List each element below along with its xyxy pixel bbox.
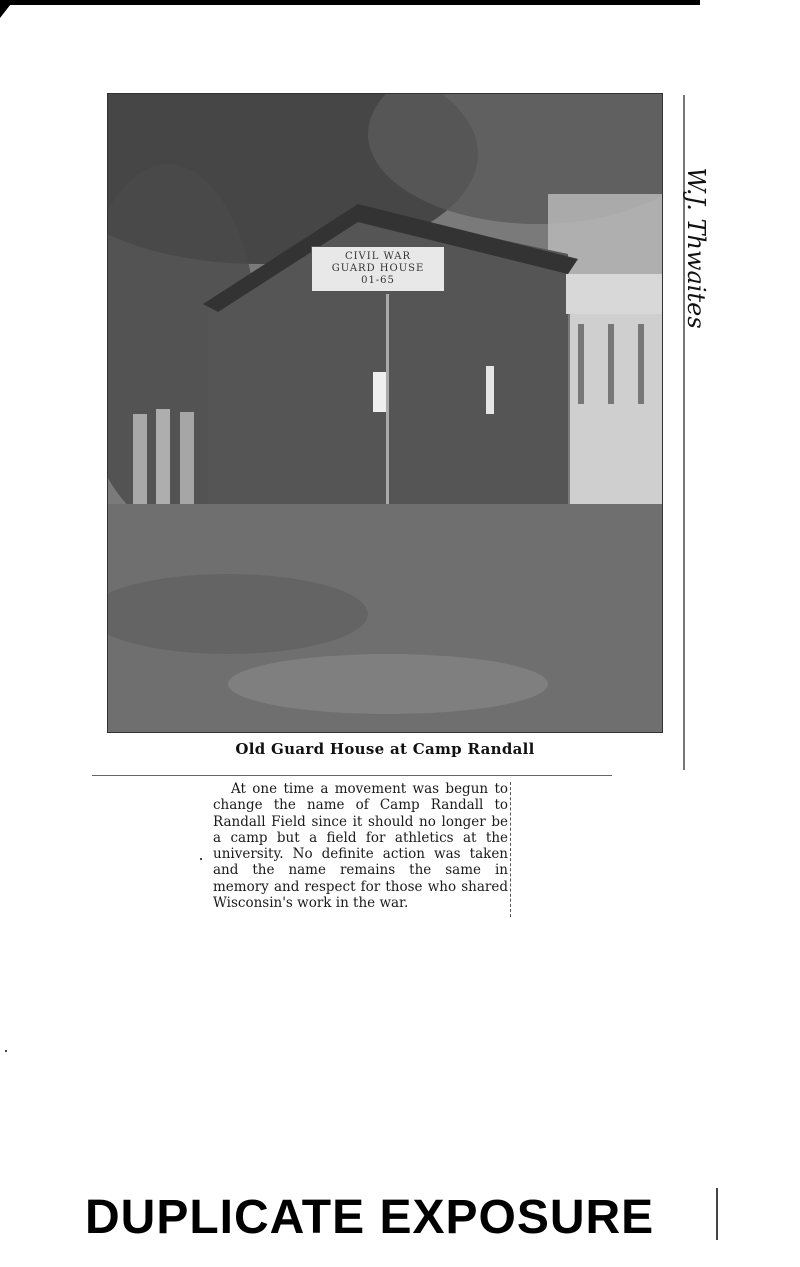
sign-line-1: CIVIL WAR	[344, 251, 412, 262]
guard-house-sign	[311, 246, 445, 292]
page-top-edge	[0, 0, 700, 5]
duplicate-exposure-stamp: DUPLICATE EXPOSURE	[85, 1191, 655, 1244]
article-clipping	[213, 781, 508, 911]
caption-divider	[92, 775, 612, 776]
photo-caption: Old Guard House at Camp Randall	[235, 740, 535, 758]
sign-line-3: 01-65	[361, 275, 395, 286]
article-cut-line	[510, 782, 512, 917]
handwritten-note: W.J. Thwaites	[682, 167, 710, 329]
right-edge-mark	[716, 1188, 718, 1240]
speck	[200, 858, 202, 860]
article-paragraph: At one time a movement was begun to change the name of Camp Randall to Randall Field since it should no longer be a camp but a field for athletics at the university. No definite action was taken and the name remains the same in memory and respect for those who shared Wisconsin's work in the war.	[213, 781, 508, 912]
page-corner-mark	[0, 0, 14, 18]
photo-illustration	[108, 94, 662, 732]
guard-house-photo	[107, 93, 663, 733]
speck	[5, 1050, 7, 1052]
sign-line-2: GUARD HOUSE	[331, 263, 425, 274]
